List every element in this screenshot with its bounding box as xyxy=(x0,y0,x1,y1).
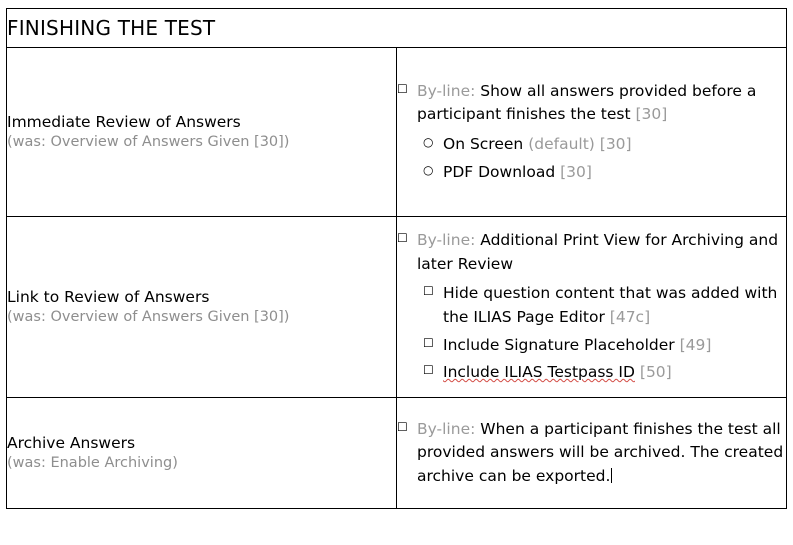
byline-label: By-line: xyxy=(417,419,476,438)
radio-circle-icon[interactable]: ○ xyxy=(423,135,434,149)
table-row xyxy=(7,398,787,509)
option-ref: [30] xyxy=(560,162,592,181)
option-label: Include ILIAS Testpass ID xyxy=(443,363,635,382)
checkbox-square-icon[interactable]: ☐ xyxy=(423,284,434,299)
row-label-was-text: (was: Overview of Answers Given [30]) xyxy=(7,134,290,151)
table-row xyxy=(7,217,787,398)
byline-text: When a participant finishes the test all provided answers will be archived. The created archive can be exported. xyxy=(417,419,784,485)
byline-item xyxy=(397,418,786,489)
option-label: Hide question content that was added with the ILIAS Page Editor xyxy=(443,284,778,326)
option-content xyxy=(443,161,786,185)
byline-content xyxy=(417,418,786,489)
row-label-immediate-review xyxy=(7,48,397,217)
list-item xyxy=(423,361,786,385)
text-cursor xyxy=(611,468,612,483)
option-note: (default) xyxy=(528,135,595,153)
option-label: On Screen xyxy=(443,135,524,153)
radio-circle-icon[interactable]: ○ xyxy=(423,162,434,177)
title-row xyxy=(7,9,787,48)
checkbox-square-icon[interactable]: ☐ xyxy=(397,81,408,96)
byline-item xyxy=(397,80,786,127)
row-content-archive-answers xyxy=(397,398,787,509)
row-content-immediate-review xyxy=(397,48,787,217)
option-ref: [47c] xyxy=(609,308,651,326)
option-content xyxy=(443,282,786,329)
byline-item xyxy=(397,229,786,276)
finishing-the-test-table xyxy=(6,8,787,509)
option-ref: [30] xyxy=(599,135,632,153)
byline-ref: [30] xyxy=(635,105,668,124)
byline-text: Additional Print View for Archiving and later Review xyxy=(417,231,779,273)
checkbox-square-icon[interactable]: ☐ xyxy=(423,335,434,350)
list-item xyxy=(423,282,786,329)
row-label-text: Immediate Review of Answers xyxy=(7,112,241,131)
option-content xyxy=(443,361,786,385)
option-list xyxy=(423,133,786,184)
page-title: FINISHING THE TEST xyxy=(7,9,787,48)
row-label-text: Archive Answers xyxy=(7,433,136,452)
row-label-was-text: (was: Overview of Answers Given [30]) xyxy=(7,309,290,326)
byline-label: By-line: xyxy=(417,81,476,100)
option-content xyxy=(443,334,786,358)
list-item xyxy=(423,334,786,358)
option-content xyxy=(443,133,786,157)
table-row xyxy=(7,48,787,217)
checkbox-square-icon[interactable]: ☐ xyxy=(397,419,408,434)
row-label-text: Link to Review of Answers xyxy=(7,287,210,306)
list-item xyxy=(423,161,786,185)
byline-text: Show all answers provided before a participant finishes the test xyxy=(417,81,757,124)
byline-content xyxy=(417,229,786,276)
checkbox-square-icon[interactable]: ☐ xyxy=(423,363,434,378)
option-ref: [50] xyxy=(639,363,672,382)
row-content-link-to-review xyxy=(397,217,787,398)
option-ref: [49] xyxy=(679,335,712,354)
byline-content xyxy=(417,80,786,127)
row-label-was-text: (was: Enable Archiving) xyxy=(7,455,178,472)
row-label-archive-answers xyxy=(7,398,397,509)
byline-label: By-line: xyxy=(417,231,476,250)
row-label-link-to-review xyxy=(7,217,397,398)
option-label: Include Signature Placeholder xyxy=(443,335,675,354)
option-list xyxy=(423,282,786,384)
checkbox-square-icon[interactable]: ☐ xyxy=(397,231,408,246)
list-item xyxy=(423,133,786,157)
option-label: PDF Download xyxy=(443,162,556,181)
